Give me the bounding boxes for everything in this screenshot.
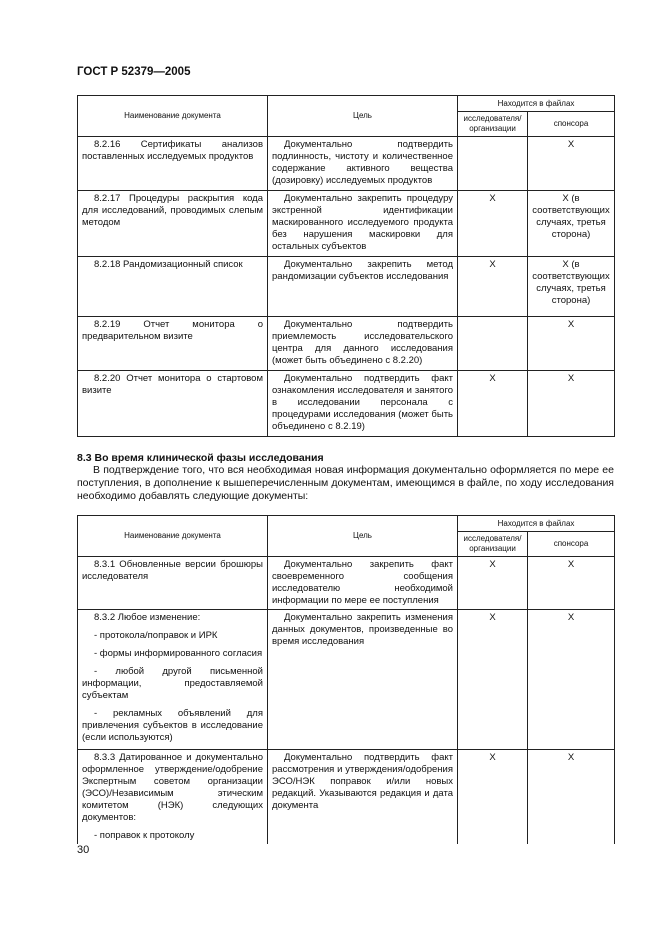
documents-table-2 bbox=[77, 515, 615, 844]
goal-cell: Документально закрепить метод рандомизации субъектов исследования bbox=[268, 257, 458, 317]
doc-item: - рекламных объявлений для привлечения субъектов в исследование (если используются) bbox=[82, 708, 263, 743]
goal-cell: Документально подтвердить факт ознакомления исследователя и занятого в исследовании персонала с процедурами исследования (может быть объединено с 8.2.19) bbox=[268, 371, 458, 437]
sponsor-cell: Х bbox=[528, 610, 615, 750]
table-row bbox=[78, 317, 615, 371]
goal-cell: Документально закрепить процедуру экстренной идентификации маскированного исследуемого продукта без нарушения маскировки для остальных субъектов bbox=[268, 191, 458, 257]
investigator-cell: Х bbox=[458, 191, 528, 257]
doc-item: - формы информированного согласия bbox=[94, 648, 263, 659]
sponsor-cell: Х (в соответствующих случаях, третья сторона) bbox=[528, 257, 615, 317]
investigator-cell bbox=[458, 317, 528, 371]
header-files: Находится в файлах bbox=[458, 516, 615, 532]
table-row bbox=[78, 137, 615, 191]
header-investigator: исследователя/ организации bbox=[458, 112, 528, 137]
goal-cell: Документально закрепить факт своевременного сообщения исследователю необходимой информации по мере ее поступления bbox=[268, 557, 458, 610]
doc-item: - любой другой письменной информации, предоставляемой субъектам bbox=[82, 666, 263, 701]
header-investigator: исследователя/ организации bbox=[458, 532, 528, 557]
table-row bbox=[78, 750, 615, 845]
doc-cell: 8.3.1 Обновленные версии брошюры исследователя bbox=[78, 557, 268, 610]
documents-table-1 bbox=[77, 95, 615, 437]
doc-cell: 8.2.19 Отчет монитора о предварительном визите bbox=[78, 317, 268, 371]
table-row bbox=[78, 191, 615, 257]
goal-cell: Документально подтвердить приемлемость исследовательского центра для данного исследования (может быть объединено с 8.2.20) bbox=[268, 317, 458, 371]
sponsor-cell: Х bbox=[528, 750, 615, 845]
header-sponsor: спонсора bbox=[528, 532, 615, 557]
doc-cell: 8.2.16 Сертификаты анализов поставленных исследуемых продуктов bbox=[78, 137, 268, 191]
doc-cell: 8.2.20 Отчет монитора о стартовом визите bbox=[78, 371, 268, 437]
table-header-row bbox=[78, 516, 615, 532]
doc-cell bbox=[78, 610, 268, 750]
doc-item: - протокола/поправок и ИРК bbox=[94, 630, 218, 641]
header-doc-name: Наименование документа bbox=[78, 96, 268, 137]
investigator-cell: Х bbox=[458, 610, 528, 750]
sponsor-cell: Х (в соответствующих случаях, третья сторона) bbox=[528, 191, 615, 257]
table-row bbox=[78, 557, 615, 610]
document-header: ГОСТ Р 52379—2005 bbox=[77, 66, 191, 78]
header-files: Находится в файлах bbox=[458, 96, 615, 112]
doc-cell bbox=[78, 750, 268, 845]
doc-cell: 8.2.18 Рандомизационный список bbox=[78, 257, 268, 317]
investigator-cell bbox=[458, 137, 528, 191]
doc-cell: 8.2.17 Процедуры раскрытия кода для исследований, проводимых слепым методом bbox=[78, 191, 268, 257]
investigator-cell: Х bbox=[458, 557, 528, 610]
sponsor-cell: Х bbox=[528, 557, 615, 610]
table-row bbox=[78, 257, 615, 317]
section-title: 8.3 Во время клинической фазы исследования bbox=[77, 452, 324, 464]
investigator-cell: Х bbox=[458, 257, 528, 317]
sponsor-cell: Х bbox=[528, 371, 615, 437]
table-row bbox=[78, 371, 615, 437]
header-goal: Цель bbox=[268, 96, 458, 137]
goal-cell: Документально закрепить изменения данных документов, произведенные во время исследования bbox=[268, 610, 458, 750]
sponsor-cell: Х bbox=[528, 137, 615, 191]
page-number: 30 bbox=[77, 844, 90, 856]
doc-item: 8.3.2 Любое изменение: bbox=[94, 612, 201, 623]
header-doc-name: Наименование документа bbox=[78, 516, 268, 557]
doc-item: - поправок к протоколу bbox=[94, 830, 195, 841]
table-row bbox=[78, 610, 615, 750]
investigator-cell: Х bbox=[458, 371, 528, 437]
doc-item: 8.3.3 Датированное и документально оформленное утверждение/одобрение Экспертным советом организации (ЭСО)/Независимым этическим комитетом (НЭК) следующих документов: bbox=[82, 752, 263, 823]
goal-cell: Документально подтвердить подлинность, чистоту и количественное содержание активного вещества (дозировку) исследуемых продуктов bbox=[268, 137, 458, 191]
sponsor-cell: Х bbox=[528, 317, 615, 371]
table-header-row bbox=[78, 96, 615, 112]
header-sponsor: спонсора bbox=[528, 112, 615, 137]
section-paragraph: В подтверждение того, что вся необходимая новая информация документально оформляется по мере ее поступления, в дополнение к вышеперечисленным документам, имеющимся в файле, по ходу исследования необходимо добавлять следующие документы: bbox=[77, 464, 614, 502]
goal-cell: Документально подтвердить факт рассмотрения и утверждения/одобрения ЭСО/НЭК поправок и/или новых редакций. Указываются редакция и дата документа bbox=[268, 750, 458, 845]
investigator-cell: Х bbox=[458, 750, 528, 845]
header-goal: Цель bbox=[268, 516, 458, 557]
